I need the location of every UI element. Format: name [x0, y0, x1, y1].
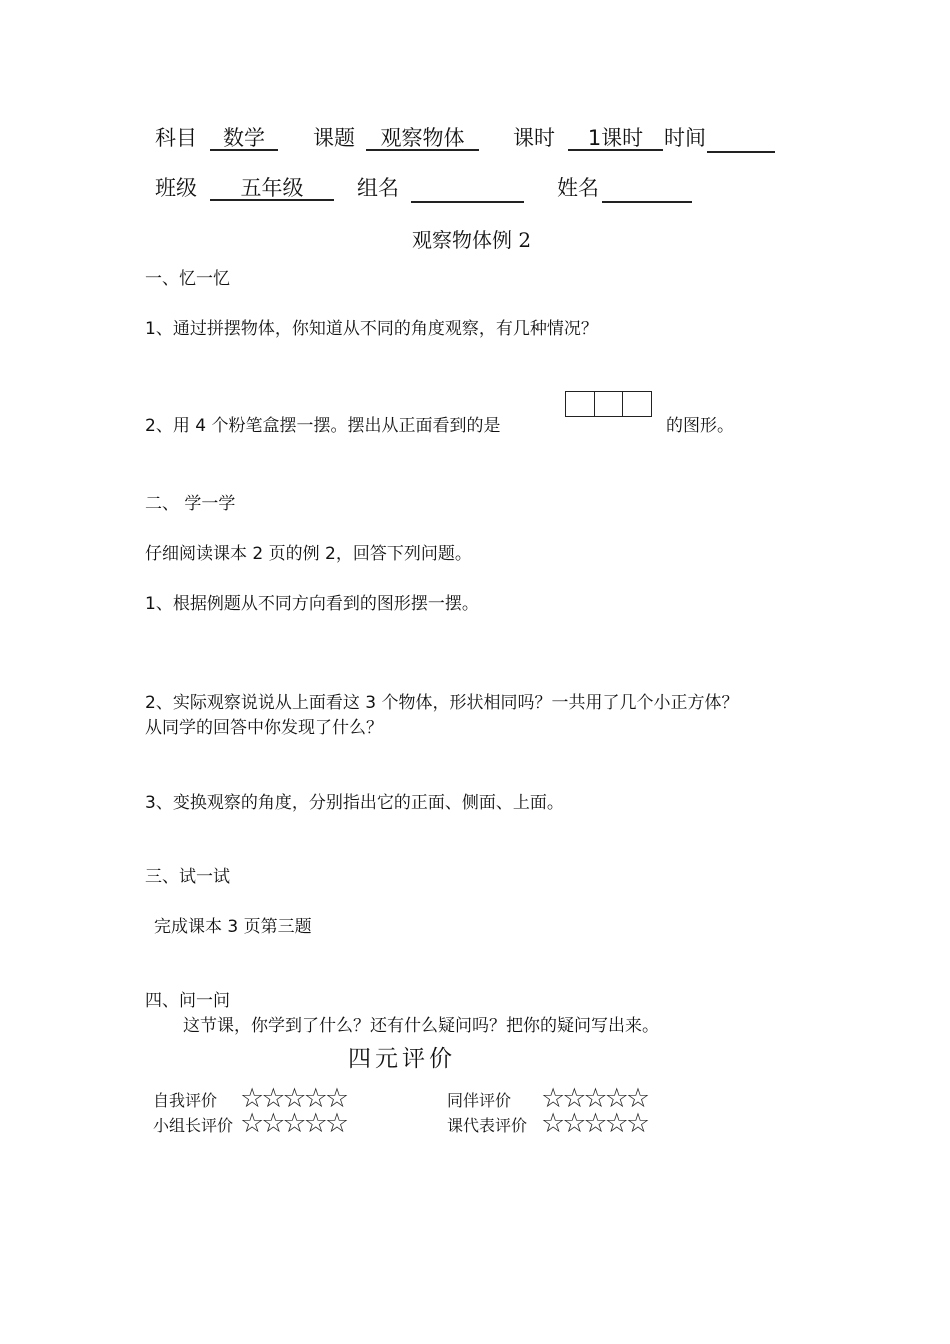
topic-label: 课题 — [313, 126, 355, 150]
chalk-box-cell — [595, 392, 624, 416]
section-2-question-3: 3、变换观察的角度，分别指出它的正面、侧面、上面。 — [145, 793, 564, 813]
class-rep-evaluation-label: 课代表评价 — [447, 1116, 528, 1135]
section-2-question-1: 1、根据例题从不同方向看到的图形摆一摆。 — [145, 594, 479, 614]
name-label: 姓名 — [557, 176, 599, 200]
subject-value: 数学 — [210, 122, 278, 151]
section-4-text: 这节课，你学到了什么？还有什么疑问吗？把你的疑问写出来。 — [183, 1016, 659, 1036]
period-value: 1课时 — [568, 122, 663, 151]
period-label: 课时 — [513, 126, 555, 150]
section-4-heading: 四、问一问 — [145, 991, 230, 1011]
group-blank[interactable] — [411, 174, 524, 203]
name-blank[interactable] — [602, 174, 692, 203]
class-label: 班级 — [155, 176, 197, 200]
section-1-heading: 一、忆一忆 — [145, 269, 230, 289]
evaluation-title: 四元评价 — [348, 1046, 456, 1072]
self-evaluation-label: 自我评价 — [153, 1091, 218, 1110]
section-1-question-2: 2、用 4 个粉笔盒摆一摆。摆出从正面看到的是 — [145, 416, 501, 436]
topic-value: 观察物体 — [366, 122, 479, 151]
page-title: 观察物体例 2 — [412, 228, 532, 252]
chalk-box-front-view-figure — [565, 391, 652, 417]
peer-evaluation-label: 同伴评价 — [447, 1091, 512, 1110]
self-evaluation-stars[interactable]: ☆☆☆☆☆ — [240, 1083, 347, 1114]
class-rep-evaluation-stars[interactable]: ☆☆☆☆☆ — [541, 1108, 648, 1139]
section-3-text: 完成课本 3 页第三题 — [154, 917, 312, 937]
section-2-intro: 仔细阅读课本 2 页的例 2，回答下列问题。 — [145, 544, 472, 564]
section-2-heading: 二、 学一学 — [145, 494, 236, 514]
chalk-box-cell — [566, 392, 595, 416]
section-1-question-1: 1、通过拼摆物体，你知道从不同的角度观察，有几种情况？ — [145, 319, 598, 339]
peer-evaluation-stars[interactable]: ☆☆☆☆☆ — [541, 1083, 648, 1114]
time-label: 时间 — [664, 126, 706, 150]
section-3-heading: 三、试一试 — [145, 867, 230, 887]
section-2-question-2-line-2: 从同学的回答中你发现了什么？ — [145, 718, 383, 738]
section-1-question-2-end: 的图形。 — [666, 416, 734, 436]
group-label: 组名 — [357, 176, 399, 200]
section-2-question-2-line-1: 2、实际观察说说从上面看这 3 个物体，形状相同吗？一共用了几个小正方体？ — [145, 693, 739, 713]
group-leader-evaluation-label: 小组长评价 — [153, 1116, 234, 1135]
subject-label: 科目 — [155, 126, 197, 150]
group-leader-evaluation-stars[interactable]: ☆☆☆☆☆ — [240, 1108, 347, 1139]
time-blank[interactable] — [707, 124, 775, 153]
chalk-box-cell — [623, 392, 651, 416]
class-value: 五年级 — [210, 172, 334, 201]
